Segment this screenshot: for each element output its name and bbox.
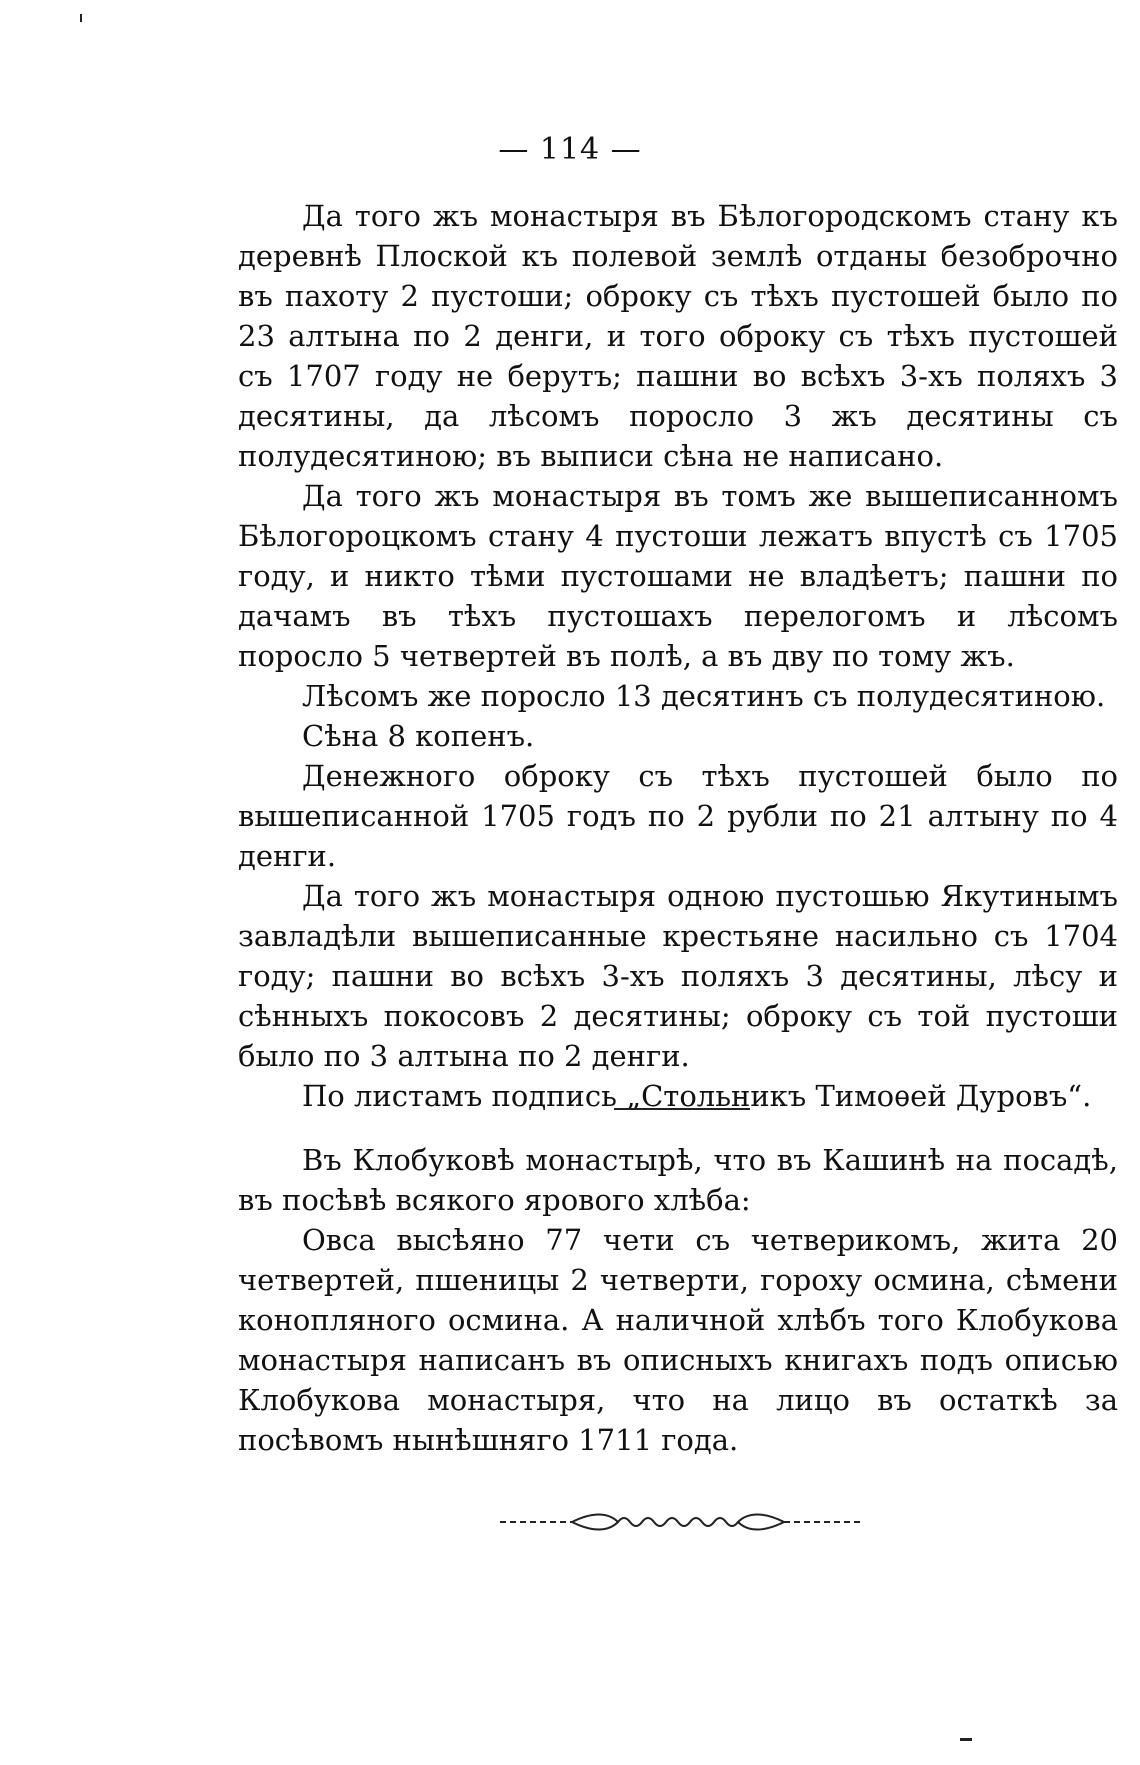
print-speck [80,14,82,22]
end-ornament [496,1510,864,1534]
print-speck [960,1738,972,1741]
paragraph: Да того жъ монастыря въ томъ же вышеписанномъ Бѣлогороцкомъ стану 4 пустоши лежатъ впустѣ съ 1705 году, и никто тѣми пустошами не владѣетъ; пашни по дачамъ въ тѣхъ пустошахъ перелогомъ и лѣсомъ поросло 5 четвертей въ полѣ, а въ дву по тому жъ. [238,479,1118,673]
paragraph: Да того жъ монастыря одною пустошью Якутинымъ завладѣли вышеписанные крестьяне насильно съ 1704 году; пашни во всѣхъ 3-хъ поляхъ 3 десятины, лѣсу и сѣнныхъ покосовъ 2 десятины; оброку съ той пустоши было по 3 алтына по 2 денги. [238,879,1118,1073]
paragraph: Сѣна 8 копенъ. [302,719,535,753]
paragraph: Денежного оброку съ тѣхъ пустошей было по вышеписанной 1705 годъ по 2 рубли по 21 алтыну по 4 денги. [238,759,1118,873]
paragraph: По листамъ подпись „Стольникъ Тимоѳей Дуровъ“. [302,1079,1092,1113]
section-klobukov-monastery [238,1140,1118,1460]
paragraph: Въ Клобуковѣ монастырѣ, что въ Кашинѣ на посадѣ, въ посѣвѣ всякого ярового хлѣба: [238,1143,1118,1217]
page-number: — 114 — [498,132,642,167]
section-monastery-lands [238,196,1118,1116]
section-divider [614,1108,750,1110]
paragraph: Да того жъ монастыря въ Бѣлогородскомъ стану къ деревнѣ Плоской къ полевой землѣ отданы безоброчно въ пахоту 2 пустоши; оброку съ тѣхъ пустошей было по 23 алтына по 2 денги, и того оброку съ тѣхъ пустошей съ 1707 году не берутъ; пашни во всѣхъ 3-хъ поляхъ 3 десятины, да лѣсомъ поросло 3 жъ десятины съ полудесятиною; въ выписи сѣна не написано. [238,199,1118,473]
paragraph: Овса высѣяно 77 чети съ четверикомъ, жита 20 четвертей, пшеницы 2 четверти, гороху осмина, сѣмени конопляного осмина. А наличной хлѣбъ того Клобукова монастыря написанъ въ описныхъ книгахъ подъ описью Клобукова монастыря, что на лицо въ остаткѣ за посѣвомъ нынѣшняго 1711 года. [238,1223,1118,1457]
paragraph: Лѣсомъ же поросло 13 десятинъ съ полудесятиною. [302,679,1106,713]
